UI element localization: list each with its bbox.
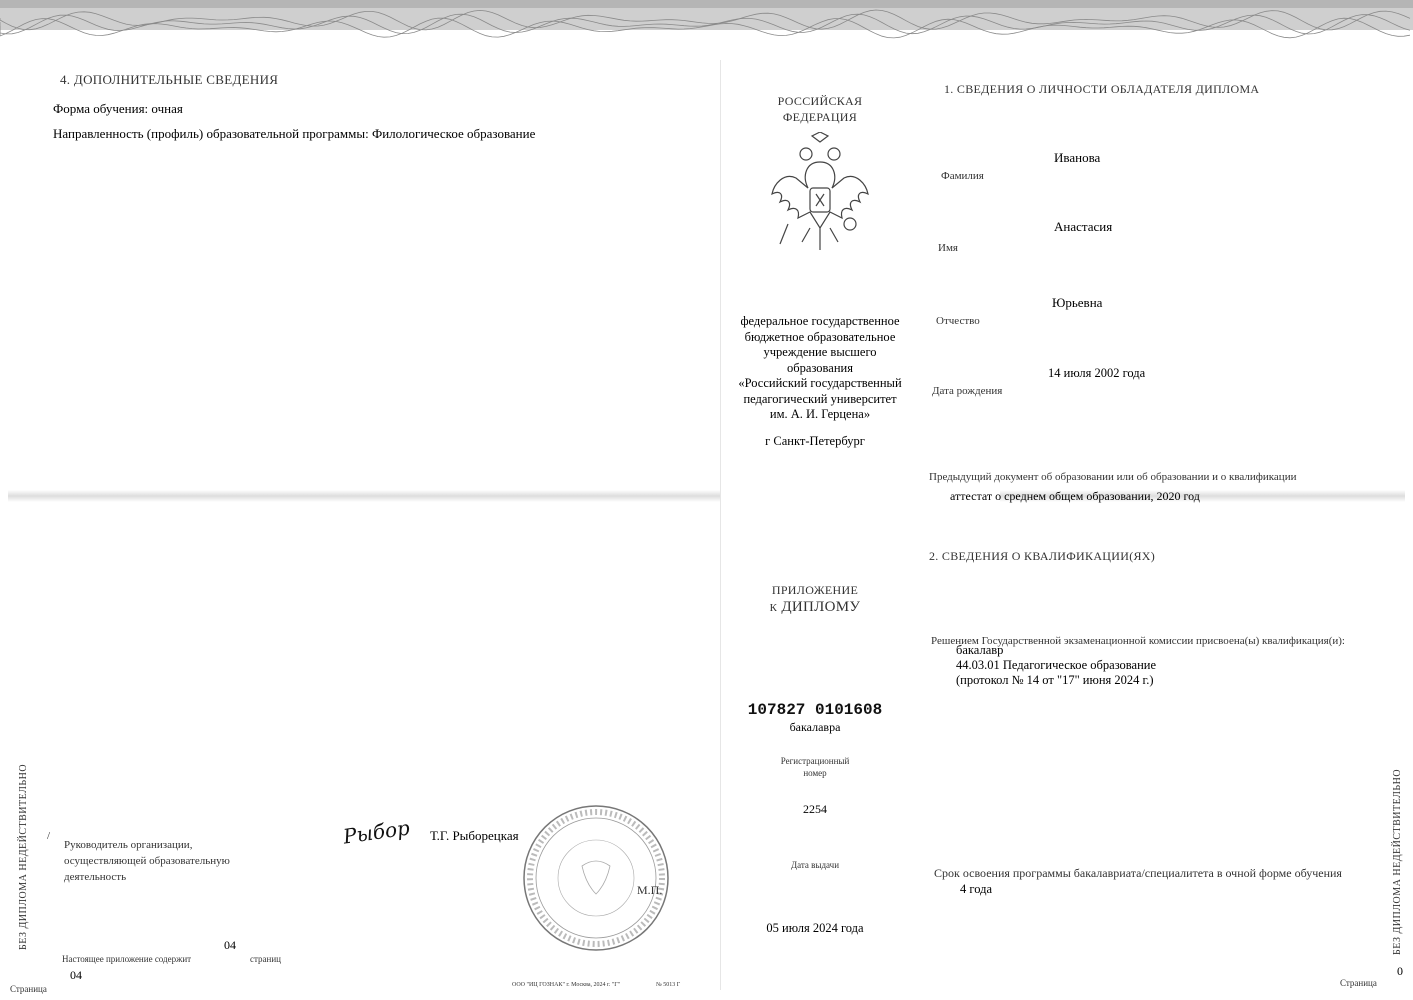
slash-mark: /: [47, 830, 51, 842]
left-vertical-note: БЕЗ ДИПЛОМА НЕДЕЙСТВИТЕЛЬНО: [18, 763, 29, 950]
round-stamp: [522, 804, 670, 952]
left-page-label: Страница: [10, 984, 47, 994]
print-info-number: № 5013 Г: [656, 982, 681, 988]
section-2-title: 2. СВЕДЕНИЯ О КВАЛИФИКАЦИИ(ЯХ): [929, 549, 1156, 563]
scan-stripe: [8, 490, 720, 502]
head-label-line1: Руководитель организации,: [64, 839, 193, 851]
decision-label: Решением Государственной экзаменационной комиссии присвоена(ы) квалификация(и):: [931, 635, 1345, 647]
qualification-value: бакалавр: [956, 643, 1004, 657]
pages-count: 04: [224, 938, 236, 952]
section-1-title: 1. СВЕДЕНИЯ О ЛИЧНОСТИ ОБЛАДАТЕЛЯ ДИПЛОМА: [944, 82, 1260, 96]
program-profile: Направленность (профиль) образовательной программы: Филологическое образование: [53, 126, 536, 141]
reg-label-line2: номер: [803, 768, 827, 778]
institution-line: «Российский государственный: [738, 376, 902, 390]
institution-line: образования: [787, 360, 853, 375]
birth-date-value: 14 июля 2002 года: [1048, 366, 1146, 380]
surname-value: Иванова: [1054, 150, 1101, 165]
term-value: 4 года: [960, 882, 992, 896]
birth-date-label: Дата рождения: [932, 385, 1003, 397]
institution-line: бюджетное образовательное: [744, 329, 896, 344]
stamp-mp-label: М.П.: [637, 883, 663, 897]
left-page-number: 04: [70, 968, 82, 982]
name-label: Имя: [938, 242, 958, 254]
prev-doc-label: Предыдущий документ об образовании или об образовании и о квалификации: [929, 471, 1297, 483]
issue-date-label: Дата выдачи: [790, 860, 840, 870]
page-fold: [720, 60, 721, 990]
city: г Санкт-Петербург: [765, 434, 865, 448]
right-page-label: Страница: [1340, 978, 1377, 988]
country-line2: ФЕДЕРАЦИЯ: [782, 110, 858, 124]
term-label: Срок освоения программы бакалавриата/специалитета в очной форме обучения: [934, 866, 1342, 880]
head-name: Т.Г. Рыборецкая: [430, 828, 519, 843]
issue-date: 05 июля 2024 года: [766, 921, 864, 935]
specialty-value: 44.03.01 Педагогическое образование: [956, 658, 1157, 672]
patronymic-label: Отчество: [936, 315, 980, 327]
institution-line: педагогический университет: [743, 391, 897, 406]
reg-label-line1: Регистрационный: [780, 756, 850, 766]
head-label-line3: деятельность: [64, 871, 127, 883]
appendix-title-line1: ПРИЛОЖЕНИЕ: [771, 583, 859, 597]
institution-line: федеральное государственное: [740, 314, 900, 328]
right-page-number: 0: [1397, 964, 1403, 978]
prev-doc-value: аттестат о среднем общем образовании, 2020 год: [950, 489, 1200, 503]
institution-line: им. А. И. Герцена»: [769, 407, 871, 421]
institution-name: [730, 314, 910, 423]
appendix-title-line2: к ДИПЛОМУ: [769, 599, 861, 615]
degree-label: бакалавра: [789, 720, 841, 734]
institution-line: учреждение высшего: [763, 345, 877, 359]
pages-suffix: страниц: [250, 954, 281, 964]
print-info: ООО "ИЦ ГОЗНАК" г. Москва, 2024 г. "Г": [512, 982, 621, 988]
protocol-value: (протокол № 14 от "17" июня 2024 г.): [956, 673, 1154, 687]
country-line1: РОССИЙСКАЯ: [777, 94, 863, 108]
right-vertical-note: БЕЗ ДИПЛОМА НЕДЕЙСТВИТЕЛЬНО: [1392, 768, 1403, 955]
study-form: Форма обучения: очная: [53, 101, 183, 116]
pages-prefix: Настоящее приложение содержит: [62, 954, 192, 964]
name-value: Анастасия: [1054, 219, 1113, 234]
head-label-line2: осуществляющей образовательную: [64, 855, 230, 867]
signature: Рыбор: [341, 815, 412, 849]
surname-label: Фамилия: [941, 170, 984, 182]
serial-number: 107827 0101608: [747, 701, 883, 719]
coat-of-arms-icon: [766, 132, 874, 254]
patronymic-value: Юрьевна: [1052, 295, 1103, 310]
reg-number: 2254: [803, 802, 827, 816]
section-4-title: 4. ДОПОЛНИТЕЛЬНЫЕ СВЕДЕНИЯ: [60, 72, 279, 87]
guilloche-border: [0, 0, 1413, 44]
